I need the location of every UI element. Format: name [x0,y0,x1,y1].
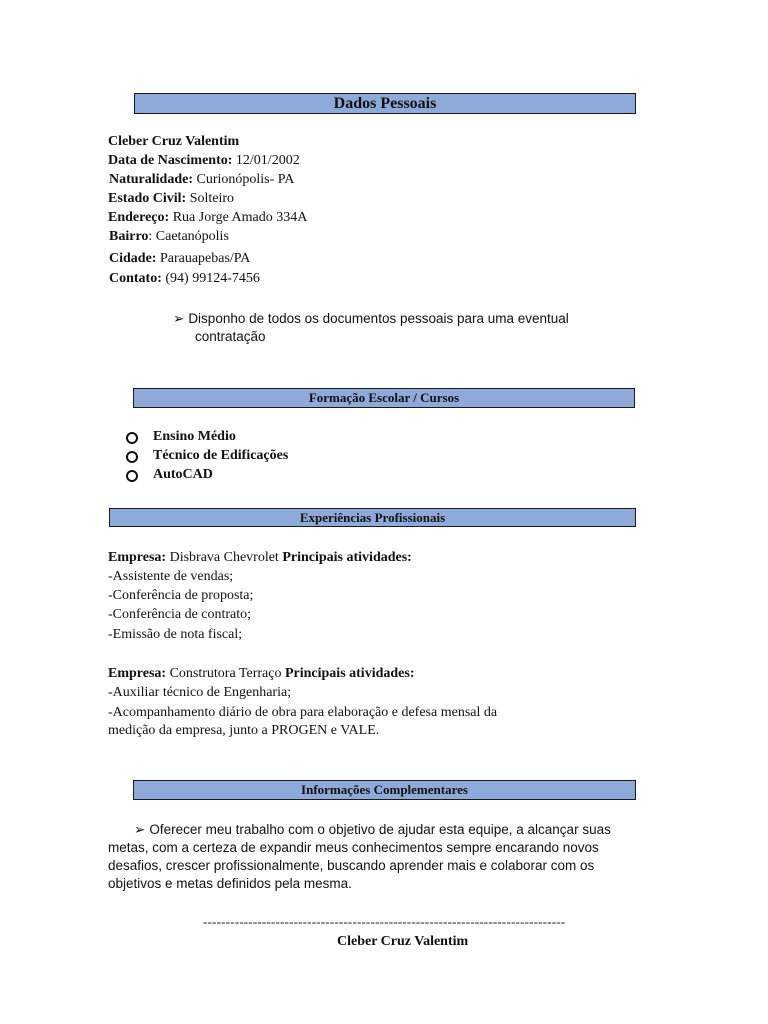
civil-status-label: Estado Civil: [108,191,187,206]
job1-activity: -Conferência de proposta; [108,588,254,603]
arrow-bullet-icon: ➢ [173,311,185,326]
address-value: Rua Jorge Amado 334A [169,210,308,225]
job1-activity: -Assistente de vendas; [108,569,234,584]
additional-text-line1: Oferecer meu trabalho com o objetivo de ajudar esta equipe, a alcançar suas [149,822,611,837]
birth-date-label: Data de Nascimento: [108,153,233,168]
education-item: Ensino Médio [153,429,236,444]
circle-bullet-icon [126,432,138,444]
additional-line4: objetivos e metas definidos pela mesma. [108,876,352,891]
signature-name: Cleber Cruz Valentim [337,934,469,949]
address-label: Endereço: [108,210,170,225]
circle-bullet-icon [126,470,138,482]
circle-bullet-icon [126,451,138,463]
contact-label: Contato: [109,271,162,286]
job1-company-label: Empresa: [108,550,167,565]
job1-company-row [108,550,412,566]
additional-line3: desafios, crescer profissionalmente, buscando aprender mais e colaborar com os [108,858,595,873]
documents-note [173,311,569,327]
section-header-personal: Dados Pessoais [134,93,636,114]
civil-status-value: Solteiro [186,191,235,206]
education-item: AutoCAD [153,467,213,482]
additional-line2: metas, com a certeza de expandir meus conhecimentos sempre encarando novos [108,840,599,855]
job1-activities-label: Principais atividades: [282,550,412,565]
job1-activity: -Conferência de contrato; [108,607,252,622]
job2-activities-label: Principais atividades: [284,666,415,681]
section-header-additional: Informações Complementares [133,780,636,800]
naturality-value: Curionópolis- PA [193,172,295,187]
section-header-education: Formação Escolar / Cursos [133,388,635,408]
job2-activity: -Auxiliar técnico de Engenharia; [108,685,292,700]
candidate-name: Cleber Cruz Valentim [108,134,240,149]
civil-status-row [108,191,234,207]
job1-company-value: Disbrava Chevrolet [166,550,283,565]
birth-date-value: 12/01/2002 [232,153,300,168]
district-row [109,229,229,245]
city-value: Parauapebas/PA [156,251,251,266]
documents-note-line1: Disponho de todos os documentos pessoais para uma eventual [188,311,569,326]
district-label: Bairro [109,229,149,244]
signature-line: -------------------------------------------------------------------------------- [203,914,566,929]
documents-note-line2: contratação [195,329,266,344]
job1-activity: -Emissão de nota fiscal; [108,627,243,642]
arrow-bullet-icon: ➢ [134,822,146,837]
job2-activity: -Acompanhamento diário de obra para elaboração e defesa mensal da [108,705,498,720]
contact-value: (94) 99124-7456 [161,271,260,286]
birth-date-row [108,153,300,169]
job2-company-row [108,666,414,682]
job2-activity: medição da empresa, junto a PROGEN e VALE. [108,723,380,738]
additional-line1 [134,822,611,838]
naturality-label: Naturalidade: [109,172,193,187]
contact-row [109,271,260,287]
district-value: : Caetanópolis [148,229,229,244]
naturality-row [109,172,294,188]
city-label: Cidade: [109,251,157,266]
section-header-experience: Experiências Profissionais [109,508,636,527]
job2-company-value: Construtora Terraço [166,666,285,681]
job2-company-label: Empresa: [108,666,167,681]
address-row [108,210,307,226]
city-row [109,251,250,267]
education-item: Técnico de Edificações [153,448,289,463]
